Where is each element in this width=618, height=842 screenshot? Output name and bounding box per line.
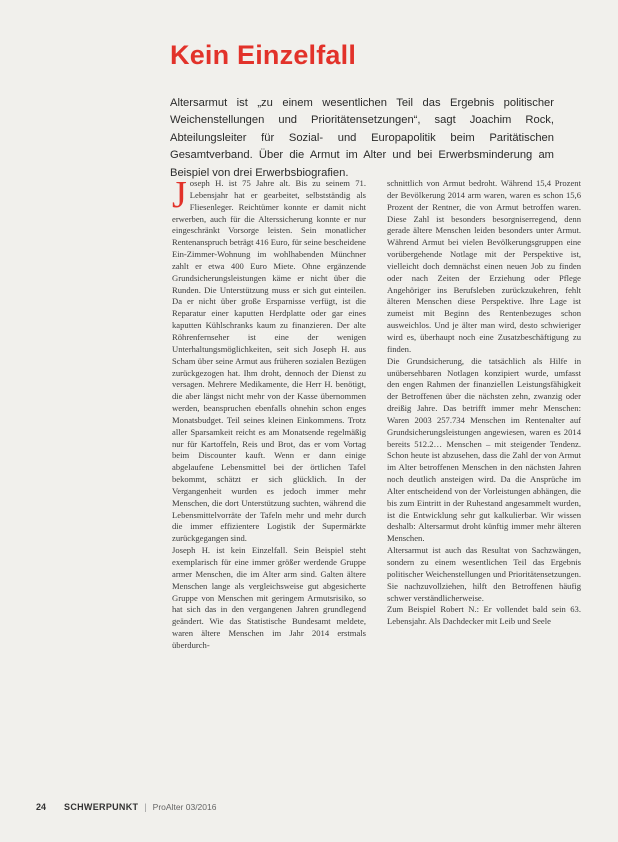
article-lead: Altersarmut ist „zu einem wesentlichen Teil das Ergebnis politischer Weichenstellungen und Prioritätensetzungen“, sagt Joachim Rock, Abteilungsleiter für Sozial- und Europapolitik beim Paritätischen Gesamtverband. Über die Armut im Alter und bei Erwerbsminderung am Beispiel von drei Erwerbsbiografien. bbox=[170, 97, 554, 179]
body-paragraph: Zum Beispiel Robert N.: Er vollendet bald sein 63. Lebensjahr. Als Dachdecker mit Leib und Seele bbox=[387, 604, 581, 627]
body-column-right bbox=[387, 178, 581, 628]
drop-cap: J bbox=[172, 174, 187, 216]
page-number: 24 bbox=[36, 802, 47, 812]
body-column-left bbox=[172, 174, 366, 652]
body-paragraph bbox=[172, 174, 366, 545]
section-name: SCHWERPUNKT bbox=[64, 802, 139, 812]
body-paragraph: Altersarmut ist auch das Resultat von Sachzwängen, sondern zu einem wesentlichen Teil das Ergebnis politischer Weichenstellungen und Prioritätensetzungen. Sie nachzuvollziehen, hilft den Betroffenen häufig schwer verständlicherweise. bbox=[387, 545, 581, 603]
body-paragraph: Die Grundsicherung, die tatsächlich als Hilfe in unübersehbaren Notlagen konzipiert wurde, umfasst den engen Rahmen der finanziellen Leistungsfähigkeit der Betroffenen über die nächsten zehn, zwanzig oder dreißig Jahre. Das betrifft immer mehr Menschen: Waren 2003 257.734 Menschen im Rentenalter auf Grundsicherungsleistungen angewiesen, waren es 2014 bereits 512.2… Menschen – mit steigender Tendenz. Schon heute ist abzusehen, dass die Zahl der von Armut im Alter betroffenen Menschen in den nächsten Jahren noch deutlich ansteigen wird. Da die Ansprüche im Alter entscheidend von der Vorleistungen abhängen, die bis zum Eintritt in der Ruhestand angesammelt wurden, ist die Entwicklung sehr gut kalkulierbar. Wir wissen deshalb: Altersarmut droht künftig immer mehr älteren Menschen. bbox=[387, 355, 581, 544]
page-footer bbox=[36, 802, 216, 812]
article-title: Kein Einzelfall bbox=[170, 40, 357, 70]
body-paragraph: schnittlich von Armut bedroht. Während 15,4 Prozent der Bevölkerung 2014 arm waren, waren es schon 15,6 Prozent der Rentner, die von Armut betroffen waren. Diese Zahl ist besonders besorgniserregend, denn gerade ältere Menschen leiden besonders unter Armut. Während Armut bei vielen Bevölkerungsgruppen eine vorübergehende Notlage mit der Perspektive ist, vielleicht doch demnächst einen neuen Job zu finden oder nach Zeiten der Erziehung oder Pflege Angehöriger ins Berufsleben zurückzukehren, fehlt älteren Menschen diese Perspektive. Ihre Lage ist zumeist mit Beginn des Rentenbezuges schon ausweichlos. Und je älter man wird, desto schwieriger wird es, überhaupt noch eine Zusatzbeschäftigung zu finden. bbox=[387, 178, 581, 354]
footer-divider: | bbox=[144, 802, 147, 812]
body-paragraph: Joseph H. ist kein Einzelfall. Sein Beispiel steht exemplarisch für eine immer größer werdende Gruppe armer Menschen, die im Alter arm sind. Galten ältere Menschen lange als vergleichsweise gut abgesicherte Gruppe von Menschen mit geringem Armutsrisiko, so hat sich das in den vergangenen Jahren grundlegend geändert. Wie das Statistische Bundesamt meldete, waren ältere Menschen im Jahr 2014 erstmals überdurch- bbox=[172, 545, 366, 650]
body-paragraph-text: oseph H. ist 75 Jahre alt. Bis zu seinem 71. Lebensjahr hat er gearbeitet, selbstständig als Fliesenleger. Reichtümer konnte er damit nicht erwerben, auch für die Alterssicherung konnte er nur eingeschränkt Vorsorge leisten. Sein monatlicher Rentenanspruch beträgt 416 Euro, für seine bescheidene Ein-Zimmer-Wohnung im wohlhabenden Münchner zahlt er etwa 400 Euro Miete. Ohne ergänzende Grundsicherungsleistungen käme er nicht über die Runden. Die Unterstützung muss er sich gut einteilen. Da er nicht über große Ersparnisse verfügt, ist die Reparatur einer kaputten Herdplatte oder gar eines kaputten Kühlschranks kaum zu finanzieren. Der alte Röhrenfernseher ist eine der wenigen Unterhaltungsmöglichkeiten, seit sich Joseph H. aus Scham über seine Armut aus früheren sozialen Bezügen zurückgezogen hat. Ihm droht, dennoch der Dienst zu versagen. Mehrere Medikamente, die Herr H. benötigt, die aber längst nicht mehr von der Kasse übernommen werden, beanspruchen ebenfalls ohnehin schon enges Monatsbudget. Teil seines kleinen Einkommens. Trotz aller Sparsamkeit reicht es am Monatsende regelmäßig nur für Kartoffeln, Reis und Brot, das er vom Vortag beim Discounter kauft. Wenn er dann einige abgelaufene Lebensmittel bei der örtlichen Tafel bekommt, schätzt er sich glücklich. In der Vergangenheit wurden es jedoch immer mehr Menschen, die dort Unterstützung suchten, während die Lebensmittelvorräte der Tafeln mehr und mehr durch die immer effizientere Logistik der Supermärkte zurückgegangen sind. bbox=[172, 178, 366, 544]
magazine-issue: ProAlter 03/2016 bbox=[152, 802, 217, 812]
